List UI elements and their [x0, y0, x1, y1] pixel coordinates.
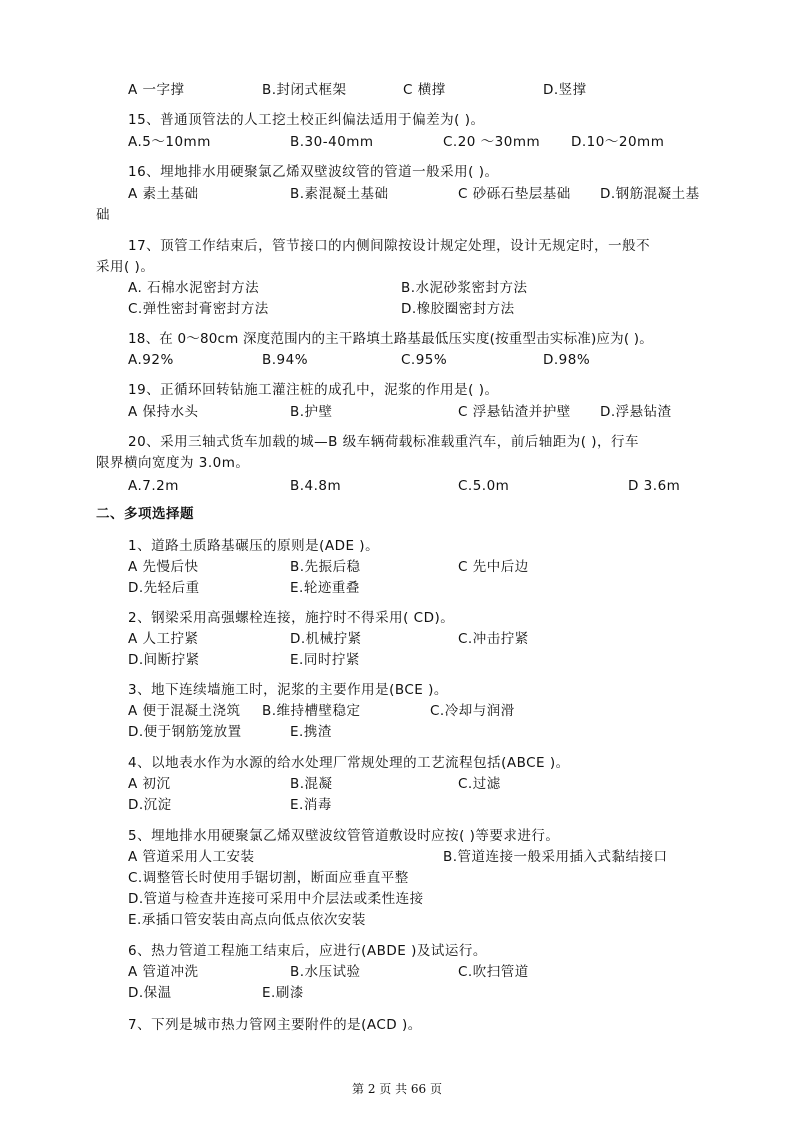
- m1-option-d: D.先轻后重: [128, 580, 200, 596]
- q17-question-line2: 采用( )。: [96, 259, 155, 275]
- m2-option-b: D.机械拧紧: [290, 631, 362, 647]
- m3-option-c: C.冷却与润滑: [430, 703, 515, 719]
- q15-option-b: B.30-40mm: [290, 134, 374, 150]
- m5-option-e: E.承插口管安装由高点向低点依次安装: [128, 912, 366, 928]
- m4-option-b: B.混凝: [290, 776, 333, 792]
- m6-option-b: B.水压试验: [290, 964, 361, 980]
- q15-option-c: C.20 ～30mm: [443, 134, 541, 150]
- q17-option-b: B.水泥砂浆密封方法: [401, 280, 528, 296]
- m1-option-a: A 先慢后快: [128, 559, 199, 575]
- m1-option-e: E.轮迹重叠: [290, 580, 360, 596]
- q17-question-line1: 17、顶管工作结束后，管节接口的内侧间隙按设计规定处理，设计无规定时，一般不: [128, 238, 651, 254]
- m2-option-d: D.间断拧紧: [128, 652, 200, 668]
- q18-option-b: B.94%: [262, 352, 309, 368]
- q16-option-c: C 砂砾石垫层基础: [458, 186, 571, 202]
- m5-option-c: C.调整管长时使用手锯切割，断面应垂直平整: [128, 870, 409, 886]
- q19-option-c: C 浮悬钻渣并护壁: [458, 404, 571, 420]
- m6-option-e: E.刷漆: [262, 985, 304, 1001]
- page-number-footer: 第 2 页 共 66 页: [352, 1082, 442, 1096]
- q20-option-b: B.4.8m: [290, 478, 342, 494]
- q20-question-line2: 限界横向宽度为 3.0m。: [96, 455, 250, 471]
- q16-option-b: B.素混凝土基础: [290, 186, 389, 202]
- q19-option-a: A 保持水头: [128, 404, 199, 420]
- m5-question: 5、埋地排水用硬聚氯乙烯双壁波纹管管道敷设时应按( )等要求进行。: [128, 828, 560, 844]
- m1-option-c: C 先中后边: [458, 559, 529, 575]
- m5-option-b: B.管道连接一般采用插入式黏结接口: [443, 849, 668, 865]
- q16-question: 16、埋地排水用硬聚氯乙烯双壁波纹管的管道一般采用( )。: [128, 164, 499, 180]
- m2-question: 2、钢梁采用高强螺栓连接，施拧时不得采用( CD)。: [128, 610, 455, 626]
- q19-option-b: B.护壁: [290, 404, 333, 420]
- m4-option-a: A 初沉: [128, 776, 171, 792]
- m2-option-c: C.冲击拧紧: [458, 631, 529, 647]
- m2-option-e: E.同时拧紧: [290, 652, 360, 668]
- m4-option-e: E.消毒: [290, 797, 332, 813]
- q16-option-d-wrap: 础: [96, 207, 110, 223]
- q19-option-d: D.浮悬钻渣: [600, 404, 672, 420]
- q14-option-a: A 一字撑: [128, 82, 185, 98]
- q18-option-d: D.98%: [543, 352, 591, 368]
- q16-option-a: A 素土基础: [128, 186, 199, 202]
- q15-option-a: A.5～10mm: [128, 134, 211, 150]
- q18-option-a: A.92%: [128, 352, 174, 368]
- section-heading-multiple-choice: 二、多项选择题: [96, 506, 194, 522]
- m4-question: 4、以地表水作为水源的给水处理厂常规处理的工艺流程包括(ABCE )。: [128, 755, 570, 771]
- m6-option-c: C.吹扫管道: [458, 964, 529, 980]
- m3-option-e: E.携渣: [290, 724, 332, 740]
- q18-question: 18、在 0～80cm 深度范围内的主干路填土路基最低压实度(按重型击实标准)应为( )。: [128, 331, 653, 347]
- m5-option-a: A 管道采用人工安装: [128, 849, 255, 865]
- m3-option-d: D.便于钢筋笼放置: [128, 724, 242, 740]
- m4-option-c: C.过滤: [458, 776, 501, 792]
- m6-option-a: A 管道冲洗: [128, 964, 199, 980]
- q14-option-b: B.封闭式框架: [262, 82, 347, 98]
- q18-option-c: C.95%: [401, 352, 448, 368]
- q20-option-c: C.5.0m: [458, 478, 510, 494]
- q20-option-d: D 3.6m: [628, 478, 681, 494]
- m2-option-a: A 人工拧紧: [128, 631, 199, 647]
- q17-option-c: C.弹性密封膏密封方法: [128, 301, 269, 317]
- m6-question: 6、热力管道工程施工结束后，应进行(ABDE )及试运行。: [128, 943, 487, 959]
- q15-question: 15、普通顶管法的人工挖土校正纠偏法适用于偏差为( )。: [128, 112, 485, 128]
- m7-question: 7、下列是城市热力管网主要附件的是(ACD )。: [128, 1017, 422, 1033]
- m6-option-d: D.保温: [128, 985, 172, 1001]
- m3-option-a: A 便于混凝土浇筑: [128, 703, 241, 719]
- m3-question: 3、地下连续墙施工时，泥浆的主要作用是(BCE )。: [128, 682, 448, 698]
- q20-question-line1: 20、采用三轴式货车加载的城—B 级车辆荷载标准载重汽车，前后轴距为( )，行车: [128, 434, 640, 450]
- q19-question: 19、正循环回转钻施工灌注桩的成孔中，泥浆的作用是( )。: [128, 382, 499, 398]
- m1-option-b: B.先振后稳: [290, 559, 361, 575]
- q17-option-d: D.橡胶圈密封方法: [401, 301, 515, 317]
- m5-option-d: D.管道与检查井连接可采用中介层法或柔性连接: [128, 891, 424, 907]
- q16-option-d: D.钢筋混凝土基: [600, 186, 700, 202]
- q15-option-d: D.10～20mm: [571, 134, 665, 150]
- m3-option-b: B.维持槽壁稳定: [262, 703, 361, 719]
- q20-option-a: A.7.2m: [128, 478, 179, 494]
- q17-option-a: A. 石棉水泥密封方法: [128, 280, 260, 296]
- q14-option-d: D.竖撑: [543, 82, 587, 98]
- q14-option-c: C 横撑: [403, 82, 446, 98]
- m1-question: 1、道路土质路基碾压的原则是(ADE )。: [128, 538, 380, 554]
- m4-option-d: D.沉淀: [128, 797, 172, 813]
